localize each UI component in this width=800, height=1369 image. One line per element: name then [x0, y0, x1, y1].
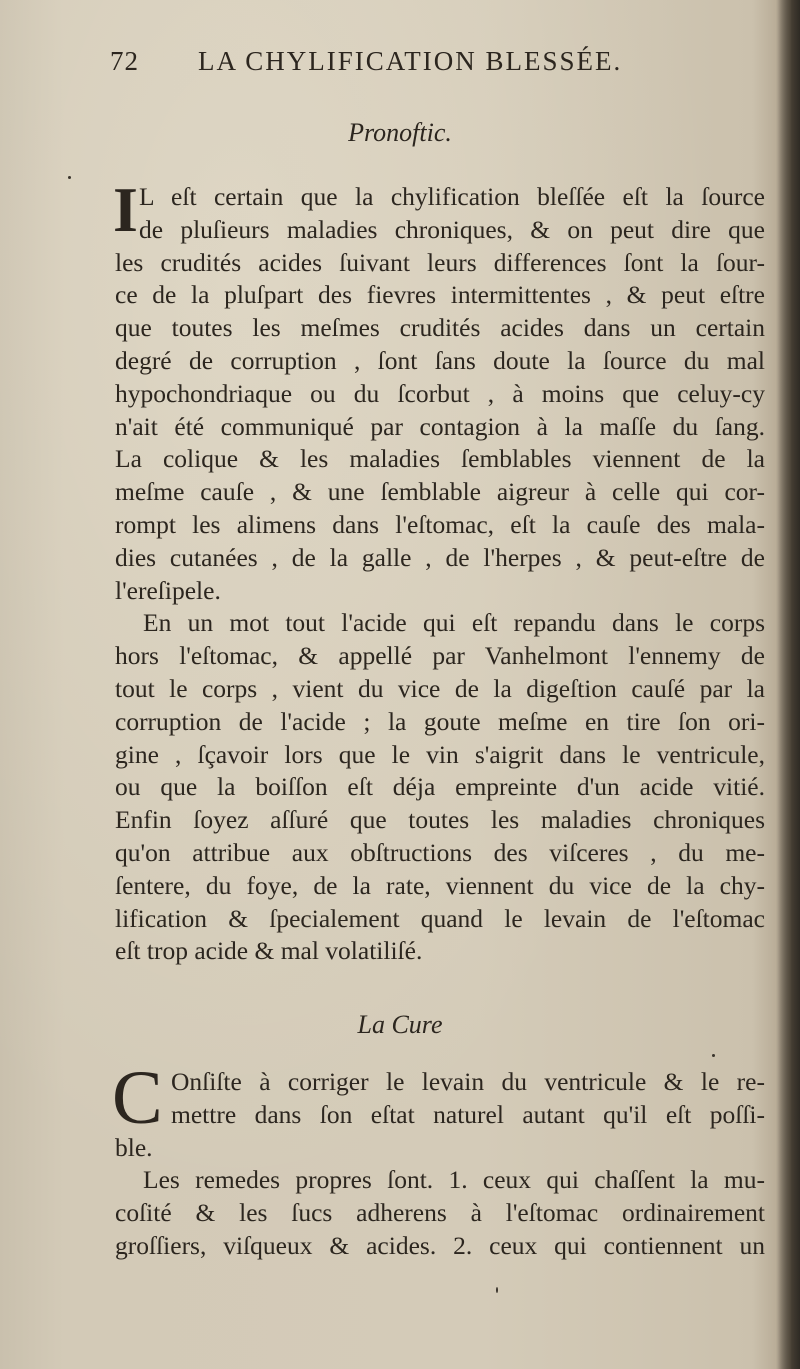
text-line: rompt les alimens dans l'eſtomac, eſt la cauſe des mala- — [115, 509, 765, 539]
text-line: ce de la pluſpart des fievres intermittentes , & peut eſtre — [115, 280, 765, 310]
text-line: eſt trop acide & mal volatiliſé. — [115, 936, 423, 966]
text-line: corruption de l'acide ; la goute meſme en tire ſon ori- — [115, 706, 765, 736]
text-line: mettre dans ſon eſtat naturel autant qu'il eſt poſſi- — [171, 1099, 765, 1129]
pronostic-paragraph — [115, 181, 765, 968]
text-line: qu'on attribue aux obſtructions des viſceres , du me- — [115, 837, 765, 867]
text-line: En un mot tout l'acide qui eſt repandu dans le corps — [143, 608, 765, 638]
paper-speck — [68, 176, 71, 179]
running-head — [110, 46, 670, 86]
text-line: de pluſieurs maladies chroniques, & on peut dire que — [139, 214, 765, 244]
text-line: L eſt certain que la chylification bleſſée eſt la ſource — [139, 182, 765, 211]
page-number: 72 — [110, 46, 139, 76]
section-heading-cure: La Cure — [357, 1010, 443, 1039]
text-line: hors l'eſtomac, & appellé par Vanhelmont l'ennemy de — [115, 641, 765, 671]
text-line: Onſiſte à corriger le levain du ventricule & le re- — [171, 1067, 765, 1096]
text-line: l'ereſipele. — [115, 575, 221, 605]
running-title: LA CHYLIFICATION BLESSÉE. — [198, 46, 623, 76]
text-line: degré de corruption , ſont ſans doute la ſource du mal — [115, 345, 765, 375]
text-line: tout le corps , vient du vice de la digeſtion cauſé par la — [115, 673, 765, 703]
text-line: ou que la boiſſon eſt déja empreinte d'un acide vitié. — [115, 772, 765, 802]
text-line: coſité & les ſucs adherens à l'eſtomac ordinairement — [115, 1198, 765, 1228]
text-line: hypochondriaque ou du ſcorbut , à moins que celuy-cy — [115, 378, 765, 408]
drop-cap-c: C — [112, 1056, 163, 1140]
page-edge-shadow — [778, 0, 800, 1369]
text-line: que toutes les meſmes crudités acides dans un certain — [115, 313, 765, 343]
section-heading-pronostic: Pronoftic. — [348, 118, 452, 147]
paper-speck — [496, 1287, 498, 1293]
text-line: ſentere, du foye, de la rate, viennent du vice de la chy- — [115, 870, 765, 900]
paper-speck — [712, 1054, 715, 1057]
text-line: ble. — [115, 1132, 153, 1162]
text-line: gine , ſçavoir lors que le vin s'aigrit dans le ventricule, — [115, 739, 765, 769]
text-line: n'ait été communiqué par contagion à la maſſe du ſang. — [115, 411, 765, 441]
cure-paragraph — [115, 1066, 765, 1263]
text-line: lification & ſpecialement quand le levain de l'eſtomac — [115, 903, 765, 933]
text-line: groſſiers, viſqueux & acides. 2. ceux qui contiennent un — [115, 1230, 765, 1260]
text-line: meſme cauſe , & une ſemblable aigreur à celle qui cor- — [115, 477, 765, 507]
text-line: dies cutanées , de la galle , de l'herpes , & peut-eſtre de — [115, 542, 765, 572]
text-line: les crudités acides ſuivant leurs differences ſont la ſour- — [115, 247, 765, 277]
text-line: Enfin ſoyez aſſuré que toutes les maladies chroniques — [115, 805, 765, 835]
text-line: Les remedes propres ſont. 1. ceux qui chaſſent la mu- — [143, 1165, 765, 1195]
text-line: La colique & les maladies ſemblables viennent de la — [115, 444, 765, 474]
drop-cap-i: I — [113, 174, 138, 245]
